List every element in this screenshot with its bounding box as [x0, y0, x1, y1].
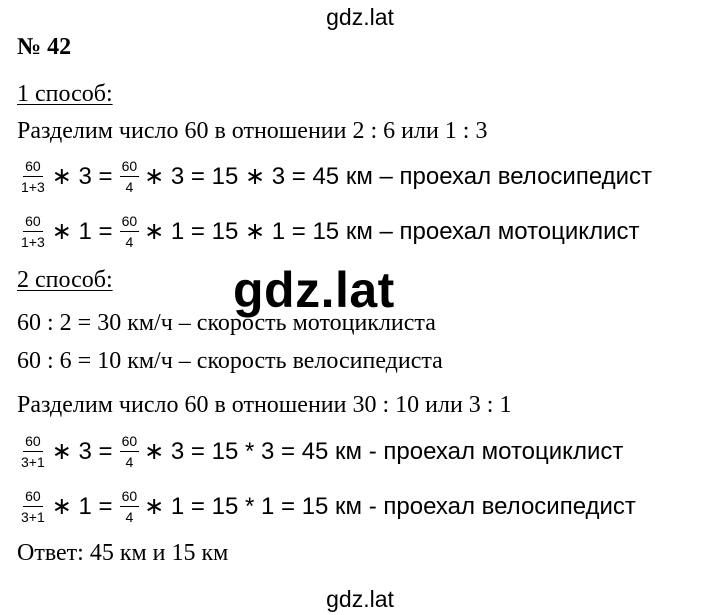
method1-intro: Разделим число 60 в отношении 2 : 6 или 1 : 3 — [17, 118, 488, 144]
expression: ∗ 1 = 15 * 1 = 15 км - проехал велосипедист — [144, 492, 636, 520]
method2-heading: 2 способ: — [17, 267, 113, 293]
expression: ∗ 3 = 15 * 3 = 45 км - проехал мотоциклист — [144, 437, 624, 465]
fraction — [19, 158, 47, 195]
fraction-denominator: 1+3 — [21, 178, 45, 195]
expression: ∗ 3 = — [51, 162, 113, 190]
fraction-denominator: 4 — [125, 178, 134, 195]
fraction-numerator: 60 — [120, 488, 140, 507]
method2-intro: Разделим число 60 в отношении 30 : 10 или 3 : 1 — [17, 392, 512, 418]
method2-row2 — [17, 481, 641, 531]
expression: ∗ 1 = 15 ∗ 1 = 15 км – проехал мотоциклист — [144, 217, 640, 245]
fraction-numerator: 60 — [23, 158, 43, 177]
expression: ∗ 1 = — [51, 492, 113, 520]
answer: Ответ: 45 км и 15 км — [17, 540, 229, 566]
problem-number: № 42 — [17, 34, 72, 60]
fraction-denominator: 3+1 — [21, 453, 45, 470]
method2-row1 — [17, 426, 628, 476]
fraction-denominator: 4 — [125, 508, 134, 525]
watermark-top: gdz.lat — [326, 4, 394, 30]
method2-line2: 60 : 6 = 10 км/ч – скорость велосипедиста — [17, 348, 443, 374]
fraction-denominator: 3+1 — [21, 508, 45, 525]
expression: ∗ 3 = — [51, 437, 113, 465]
watermark-bottom: gdz.lat — [326, 586, 394, 612]
fraction-numerator: 60 — [120, 433, 140, 452]
fraction-numerator: 60 — [120, 158, 140, 177]
fraction-numerator: 60 — [23, 213, 43, 232]
fraction — [19, 213, 47, 250]
method1-row2 — [17, 206, 644, 256]
method1-heading: 1 способ: — [17, 81, 113, 107]
fraction — [19, 488, 47, 525]
fraction-denominator: 4 — [125, 233, 134, 250]
watermark-center: gdz.lat — [233, 262, 395, 318]
fraction — [19, 433, 47, 470]
method2-line1: 60 : 2 = 30 км/ч – скорость мотоциклиста — [17, 310, 436, 336]
fraction-numerator: 60 — [120, 213, 140, 232]
fraction — [120, 488, 140, 525]
expression: ∗ 3 = 15 ∗ 3 = 45 км – проехал велосипедист — [144, 162, 653, 190]
fraction-numerator: 60 — [23, 488, 43, 507]
expression: ∗ 1 = — [51, 217, 113, 245]
fraction-numerator: 60 — [23, 433, 43, 452]
fraction-denominator: 1+3 — [21, 233, 45, 250]
fraction — [120, 158, 140, 195]
method1-row1 — [17, 151, 657, 201]
fraction — [120, 213, 140, 250]
fraction — [120, 433, 140, 470]
fraction-denominator: 4 — [125, 453, 134, 470]
